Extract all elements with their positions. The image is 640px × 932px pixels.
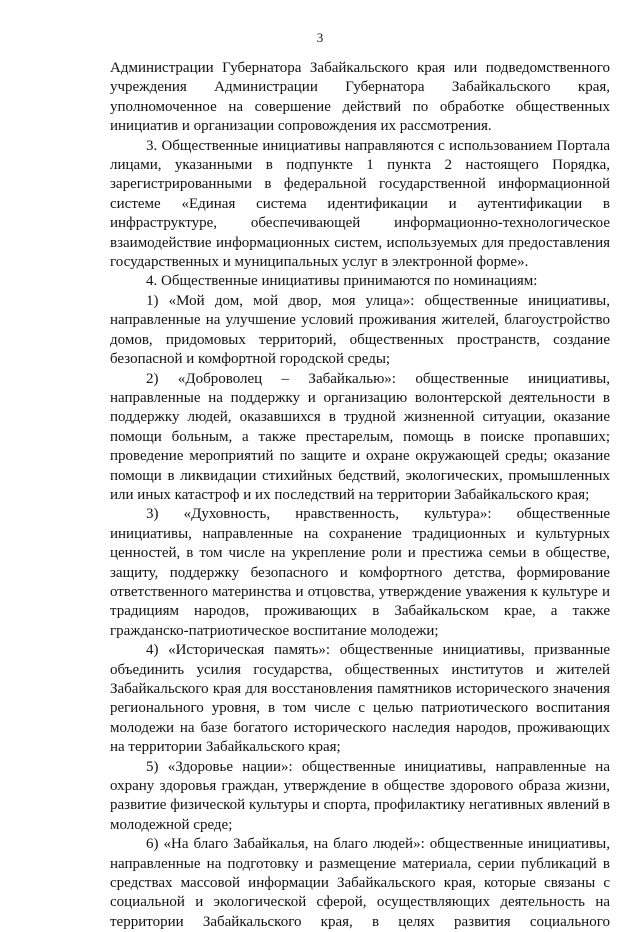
paragraph-continuation: Администрации Губернатора Забайкальского края или подведомственного учреждения Администрации Губернатора Забайкальского края, уполномоченное на совершение действий по обработке общественных инициатив и организации сопровождения их рассмотрения. — [110, 60, 610, 135]
nomination-5: 5) «Здоровье нации»: общественные инициативы, направленные на охрану здоровья граждан, утверждение в обществе здорового образа жизни, развитие физической культуры и спорта, профилактику негативных явлений в молодежной среде; — [110, 758, 610, 833]
paragraph-item-3: 3. Общественные инициативы направляются с использованием Портала лицами, указанными в подпункте 1 пункта 2 настоящего Порядка, зарегистрированными в федеральной государственной информационной системе «Единая система идентификации и аутентификации в инфраструктуре, обеспечивающей информационно-технологическое взаимодействие информационных систем, используемых для предоставления государственных и муниципальных услуг в электронной форме». — [110, 137, 610, 271]
page-number: 3 — [316, 30, 324, 45]
paragraph-item-4-heading: 4. Общественные инициативы принимаются по номинациям: — [146, 273, 538, 290]
nomination-6: 6) «На благо Забайкалья, на благо людей»: общественные инициативы, направленные на подготовку и размещение материала, серии публикаций в средствах массовой информации Забайкальского края, которые связаны с социальной и экологической сферой, осуществляющих деятельность на территории Забайкальского края, в целях развития социального — [110, 836, 610, 930]
nomination-4: 4) «Историческая память»: общественные инициативы, призванные объединить усилия государства, общественных институтов и жителей Забайкальского края для восстановления памятников исторического значения регионального уровня, в том числе с целью патриотического воспитания молодежи на базе богатого исторического наследия народов, проживающих на территории Забайкальского края; — [110, 642, 610, 756]
nomination-3: 3) «Духовность, нравственность, культура»: общественные инициативы, направленные на сохранение традиционных и культурных ценностей, в том числе на укрепление роли и престижа семьи в обществе, защиту, поддержку безопасного и комфортного детства, формирование ответственного материнства и отцовства, утверждение уважения к культуре и традициям народов, проживающих в Забайкальском крае, а также гражданско-патриотическое воспитание молодежи; — [110, 506, 610, 639]
nomination-2: 2) «Доброволец – Забайкалью»: общественные инициативы, направленные на поддержку и организацию волонтерской деятельности в поддержку людей, оказавшихся в трудной жизненной ситуации, оказание помощи больным, а также престарелым, помощь в поиске пропавших; проведение мероприятий по защите и охране окружающей среды; оказание помощи в ликвидации стихийных бедствий, экологических, промышленных или иных катастроф и их последствий на территории Забайкальского края; — [110, 370, 610, 503]
nomination-1: 1) «Мой дом, мой двор, моя улица»: общественные инициативы, направленные на улучшение условий проживания жителей, благоустройство домов, придомовых территорий, общественных пространств, создание безопасной и комфортной городской среды; — [110, 292, 610, 368]
document-body — [110, 59, 610, 932]
